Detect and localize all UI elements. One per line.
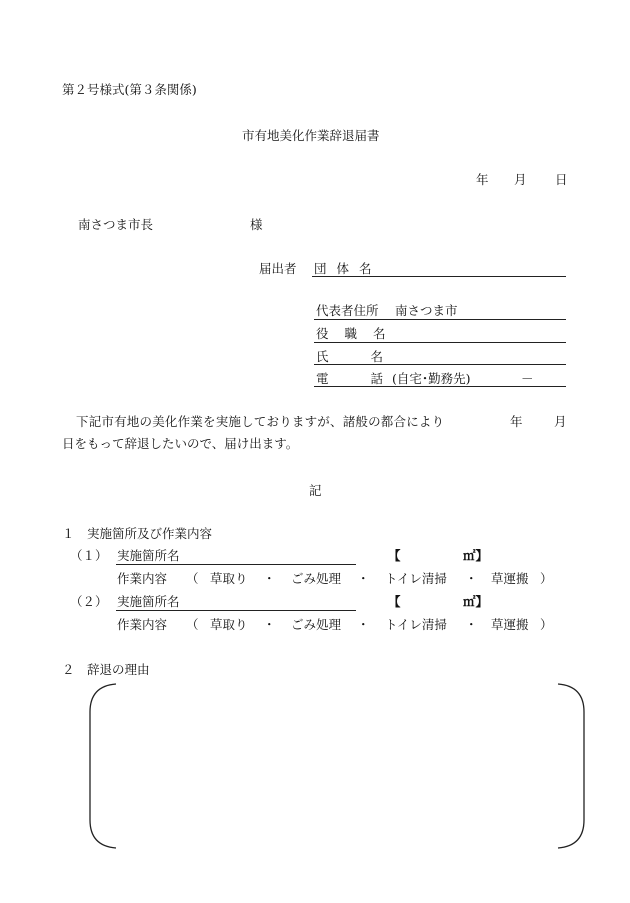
- site-1-name-label: 実施箇所名: [117, 548, 180, 563]
- site-1-number: （１）: [70, 548, 108, 563]
- site-2-number: （２）: [70, 594, 108, 609]
- date-year: 年: [476, 172, 489, 187]
- page-title: 市有地美化作業辞退届書: [242, 128, 380, 143]
- work-2-sep-1: ・: [263, 617, 276, 632]
- group-name-label: 団 体 名: [314, 261, 372, 276]
- addressee-name: 南さつま市長: [78, 217, 154, 232]
- work-2-item-1: 草取り: [210, 617, 248, 632]
- work-2-open: （: [186, 617, 199, 632]
- rep-address-label: 代表者住所: [316, 303, 379, 318]
- form-label: 第２号様式(第３条関係): [62, 82, 197, 97]
- ki-marker: 記: [309, 483, 322, 498]
- site-2-name-label: 実施箇所名: [117, 594, 180, 609]
- work-1-item-3: トイレ清掃: [385, 571, 447, 586]
- work-1-label: 作業内容: [117, 571, 168, 586]
- position-label: 役 職 名: [316, 326, 386, 341]
- body-year: 年: [510, 414, 523, 429]
- work-1-item-1: 草取り: [210, 571, 248, 586]
- reason-box-right-bracket: [558, 684, 584, 848]
- work-1-sep-3: ・: [465, 571, 478, 586]
- date-day: 日: [555, 172, 568, 187]
- phone-label: 電 話: [316, 371, 383, 386]
- work-2-item-3: トイレ清掃: [385, 617, 447, 632]
- reason-box-left-bracket: [90, 684, 116, 848]
- date-month: 月: [514, 172, 527, 187]
- work-2-close: ）: [540, 617, 553, 632]
- work-2-label: 作業内容: [117, 617, 168, 632]
- work-1-close: ）: [540, 571, 553, 586]
- work-1-sep-1: ・: [263, 571, 276, 586]
- addressee-honorific: 様: [250, 217, 263, 232]
- phone-note: (自宅･勤務先): [392, 371, 471, 386]
- body-month: 月: [554, 414, 567, 429]
- section-1-heading: １ 実施箇所及び作業内容: [62, 526, 213, 541]
- work-1-item-4: 草運搬: [491, 571, 529, 586]
- phone-dash: －: [521, 371, 534, 386]
- section-2-heading: ２ 辞退の理由: [62, 662, 150, 677]
- work-2-item-4: 草運搬: [491, 617, 529, 632]
- body-line-1: 下記市有地の美化作業を実施しておりますが、諸般の都合により: [76, 414, 445, 429]
- work-2-item-2: ごみ処理: [291, 617, 342, 632]
- work-2-sep-3: ・: [465, 617, 478, 632]
- site-2-area-unit: ㎡】: [463, 594, 489, 609]
- rep-address-value: 南さつま市: [395, 303, 458, 318]
- name-label: 氏 名: [316, 349, 383, 364]
- work-1-open: （: [186, 571, 199, 586]
- body-line-2: 日をもって辞退したいので、届け出ます。: [62, 436, 299, 451]
- site-1-area-open: 【: [388, 548, 401, 563]
- work-1-item-2: ごみ処理: [291, 571, 342, 586]
- work-1-sep-2: ・: [357, 571, 370, 586]
- site-1-area-unit: ㎡】: [463, 548, 489, 563]
- work-2-sep-2: ・: [357, 617, 370, 632]
- site-2-area-open: 【: [388, 594, 401, 609]
- applicant-label: 届出者: [259, 261, 297, 276]
